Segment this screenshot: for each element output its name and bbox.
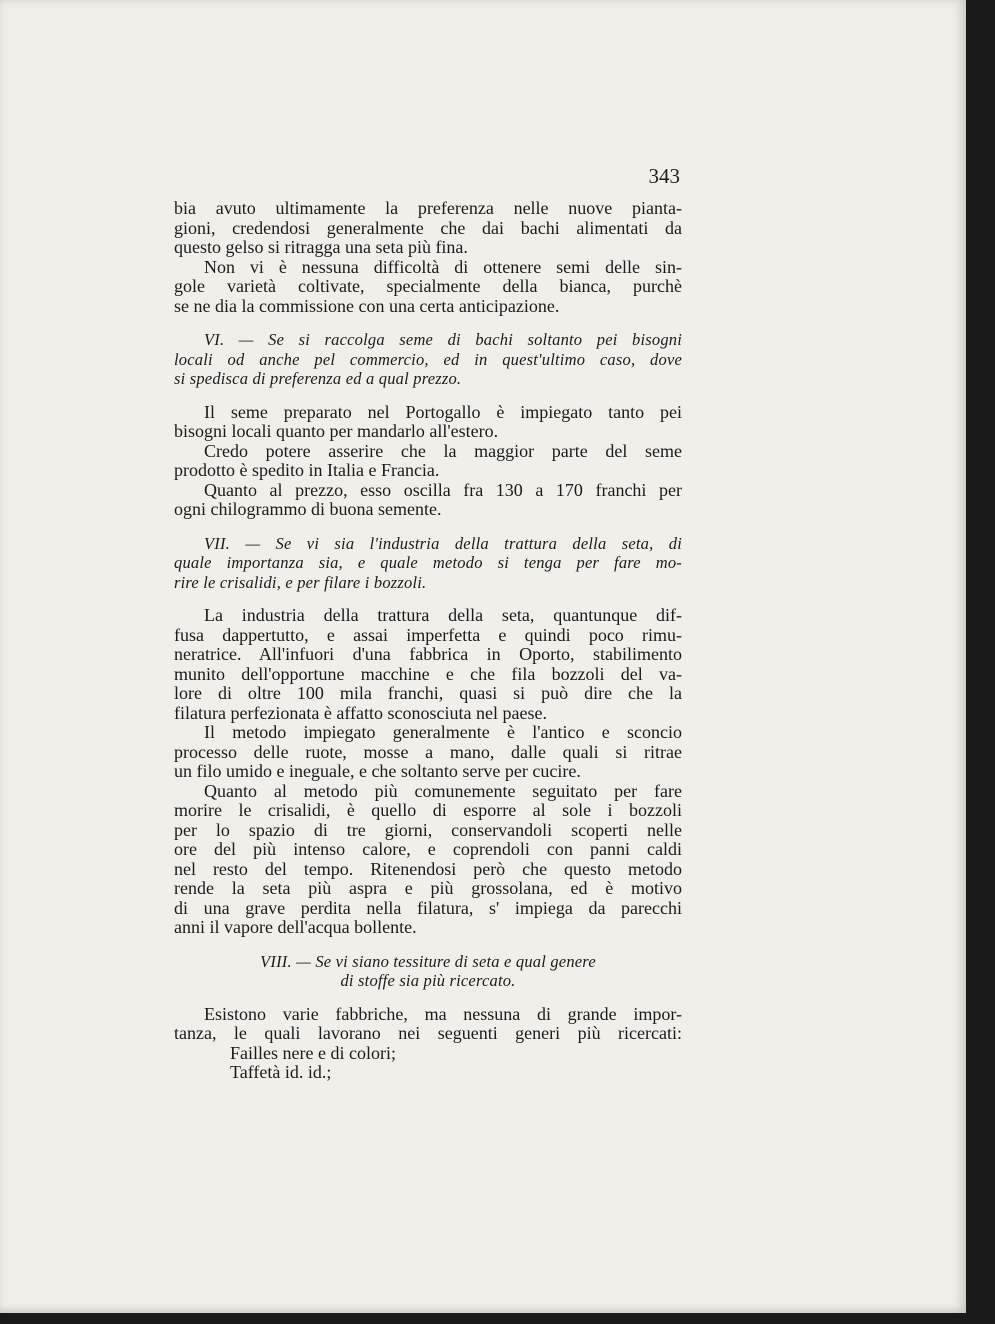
paragraph-gap	[174, 938, 682, 952]
text-line: Il metodo impiegato generalmente è l'antico e sconcio	[204, 722, 682, 742]
text-line: bia avuto ultimamente la preferenza nelle nuove pianta-	[174, 198, 682, 218]
paragraph-gap	[174, 592, 682, 606]
paragraph-gap	[174, 991, 682, 1005]
text-line: VII. — Se vi sia l'industria della trattura della seta, di	[204, 533, 682, 553]
paragraph-gap	[174, 389, 682, 403]
text-line: di stoffe sia più ricercato.	[340, 971, 516, 990]
text-line: locali od anche pel commercio, ed in quest'ultimo caso, dove	[174, 349, 682, 369]
text-line: si spedisca di preferenza ed a qual prezzo.	[174, 369, 462, 388]
text-line: Taffetà id. id.;	[230, 1062, 332, 1082]
text-line: rire le crisalidi, e per filare i bozzoli.	[174, 572, 427, 592]
text-line: per lo spazio di tre giorni, conservandoli scoperti nelle	[174, 819, 682, 840]
text-line: lore di oltre 100 mila franchi, quasi si può dire che la	[174, 683, 682, 703]
text-line: filatura perfezionata è affatto sconosciuta nel paese.	[174, 702, 547, 723]
text-line: di una grave perdita nella filatura, s' impiega da parecchi	[174, 897, 682, 918]
text-line: Non vi è nessuna difficoltà di ottenere semi delle sin-	[204, 256, 682, 277]
text-line: ore del più intenso calore, e coprendoli con panni caldi	[174, 839, 682, 859]
text-line: munito dell'opportune macchine e che fila bozzoli del va-	[174, 663, 682, 684]
text-line: neratrice. All'infuori d'una fabbrica in Oporto, stabilimento	[174, 644, 682, 664]
text-line: gole varietà coltivate, specialmente della bianca, purchè	[174, 276, 682, 296]
text-line: Credo potere asserire che la maggior parte del seme	[204, 440, 682, 461]
text-line: questo gelso si ritragga una seta più fina.	[174, 237, 468, 257]
text-line: rende la seta più aspra e più grossolana, ed è motivo	[174, 878, 682, 898]
text-line: un filo umido e ineguale, e che soltanto serve per cucire.	[174, 761, 581, 781]
text-line: VI. — Se si raccolga seme di bachi soltanto pei bisogni	[204, 330, 682, 349]
text-line: Failles nere e di colori;	[230, 1042, 396, 1063]
text-line: morire le crisalidi, è quello di esporre al sole i bozzoli	[174, 800, 682, 820]
text-line: gioni, credendosi generalmente che dai bachi alimentati da	[174, 217, 682, 238]
text-line: ogni chilogrammo di buona semente.	[174, 499, 442, 519]
text-line: Quanto al prezzo, esso oscilla fra 130 a 170 franchi per	[204, 479, 682, 500]
page-number: 343	[648, 164, 680, 188]
text-line: prodotto è spedito in Italia e Francia.	[174, 460, 440, 480]
text-line: Il seme preparato nel Portogallo è impiegato tanto pei	[204, 401, 682, 422]
text-line: fusa dappertutto, e assai imperfetta e quindi poco rimu-	[174, 624, 682, 645]
text-line: anni il vapore dell'acqua bollente.	[174, 917, 417, 937]
text-line: bisogni locali quanto per mandarlo all'estero.	[174, 421, 499, 441]
text-line: se ne dia la commissione con una certa anticipazione.	[174, 295, 560, 316]
text-line: tanza, le quali lavorano nei seguenti generi più ricercati:	[174, 1023, 682, 1043]
text-line: Quanto al metodo più comunemente seguitato per fare	[204, 780, 682, 801]
paragraph-gap	[174, 520, 682, 534]
text-line: nel resto del tempo. Ritenendosi però che questo metodo	[174, 858, 682, 879]
text-line: La industria della trattura della seta, quantunque dif-	[204, 605, 682, 625]
page-body-text	[174, 199, 682, 1083]
text-line: processo delle ruote, mosse a mano, dalle quali si ritrae	[174, 741, 682, 762]
text-line: quale importanza sia, e quale metodo si tenga per fare mo-	[174, 553, 682, 572]
text-line: VIII. — Se vi siano tessiture di seta e qual genere	[260, 951, 596, 971]
paragraph-gap	[174, 316, 682, 330]
text-line: Esistono varie fabbriche, ma nessuna di grande impor-	[204, 1003, 682, 1024]
